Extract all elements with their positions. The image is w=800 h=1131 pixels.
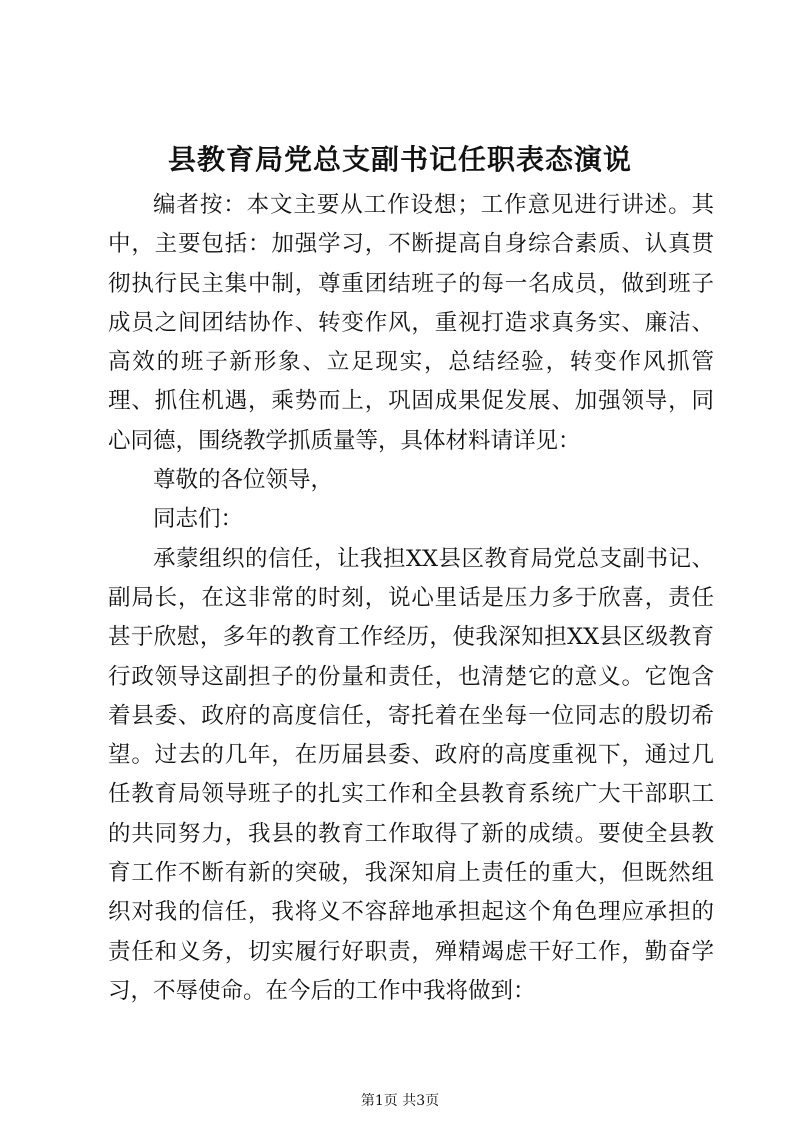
editor-note-paragraph: 编者按：本文主要从工作设想；工作意见进行讲述。其中，主要包括：加强学习，不断提高自身综合素质、认真贯彻执行民主集中制，尊重团结班子的每一名成员，做到班子成员之间团结协作、转变作风，重视打造求真务实、廉洁、高效的班子新形象、立足现实，总结经验，转变作风抓管理、抓住机遇，乘势而上，巩固成果促发展、加强领导，同心同德，围绕教学抓质量等，具体材料请详见： [108, 192, 714, 454]
salutation-leaders: 尊敬的各位领导， [153, 467, 334, 494]
salutation-comrades: 同志们： [153, 506, 244, 533]
document-body [108, 186, 714, 1011]
speech-paragraph: 承蒙组织的信任，让我担XX县区教育局党总支副书记、副局长，在这非常的时刻，说心里话是压力多于欣喜，责任甚于欣慰，多年的教育工作经历，使我深知担XX县区级教育行政领导这副担子的份量和责任，也清楚它的意义。它饱含着县委、政府的高度信任，寄托着在坐每一位同志的殷切希望。过去的几年，在历届县委、政府的高度重视下，通过几任教育局领导班子的扎实工作和全县教育系统广大干部职工的共同努力，我县的教育工作取得了新的成绩。要使全县教育工作不断有新的突破，我深知肩上责任的重大，但既然组织对我的信任，我将义不容辞地承担起这个角色理应承担的责任和义务，切实履行好职责，殚精竭虑干好工作，勤奋学习，不辱使命。在今后的工作中我将做到： [108, 545, 714, 1004]
page-footer: 第1页 共3页 [360, 1093, 440, 1109]
document-title: 县教育局党总支副书记任职表态演说 [167, 143, 632, 176]
